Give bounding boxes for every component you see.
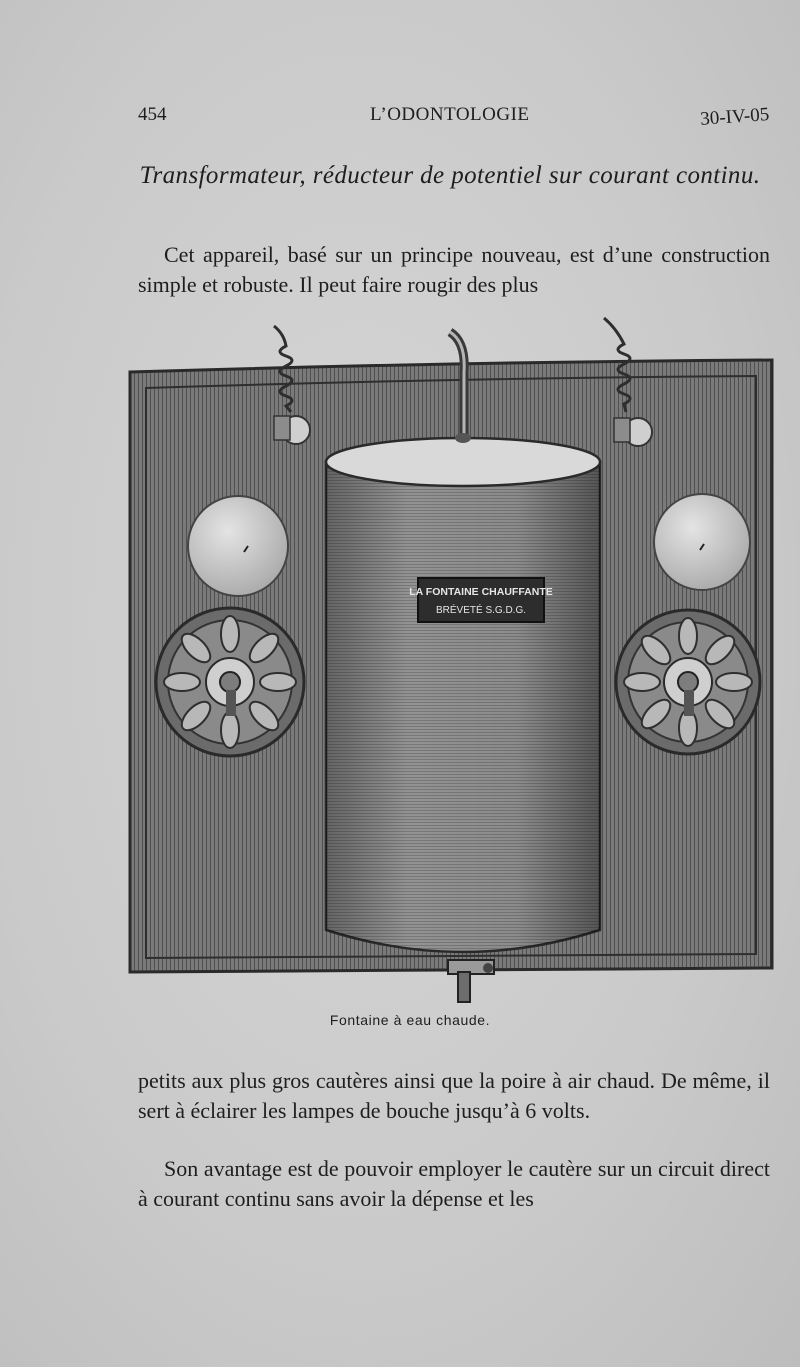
running-head xyxy=(138,104,770,134)
name-plate xyxy=(409,578,553,622)
figure-illustration xyxy=(126,312,776,1010)
page-number: 454 xyxy=(138,104,167,125)
section-title: Transformateur, réducteur de potentiel sur courant continu. xyxy=(139,162,761,189)
paragraph-usage: petits aux plus gros cautères ainsi que la poire à air chaud. De même, il sert à éclairer les lampes de bouche jusqu’à 6 volts. xyxy=(138,1068,770,1123)
right-disc xyxy=(654,494,750,590)
figure-caption: Fontaine à eau chaude. xyxy=(329,1012,491,1028)
left-disc xyxy=(188,496,288,596)
left-rosette-switch xyxy=(156,608,304,756)
tap-faucet xyxy=(448,960,494,1002)
plate-text-line1: LA FONTAINE CHAUFFANTE xyxy=(409,586,553,598)
journal-title: L’ODONTOLOGIE xyxy=(370,104,530,125)
paragraph-advantage: Son avantage est de pouvoir employer le cautère sur un circuit direct à courant continu sans avoir la dépense et les xyxy=(138,1156,770,1211)
right-rosette-switch xyxy=(616,610,760,754)
heater-cylinder xyxy=(326,433,600,952)
paragraph-intro: Cet appareil, basé sur un principe nouveau, est d’une construction simple et robuste. Il peut faire rougir des plus xyxy=(138,242,770,297)
plate-text-line2: BRÉVETÉ S.G.D.G. xyxy=(435,605,527,616)
issue-date: 30-IV-05 xyxy=(699,104,770,130)
